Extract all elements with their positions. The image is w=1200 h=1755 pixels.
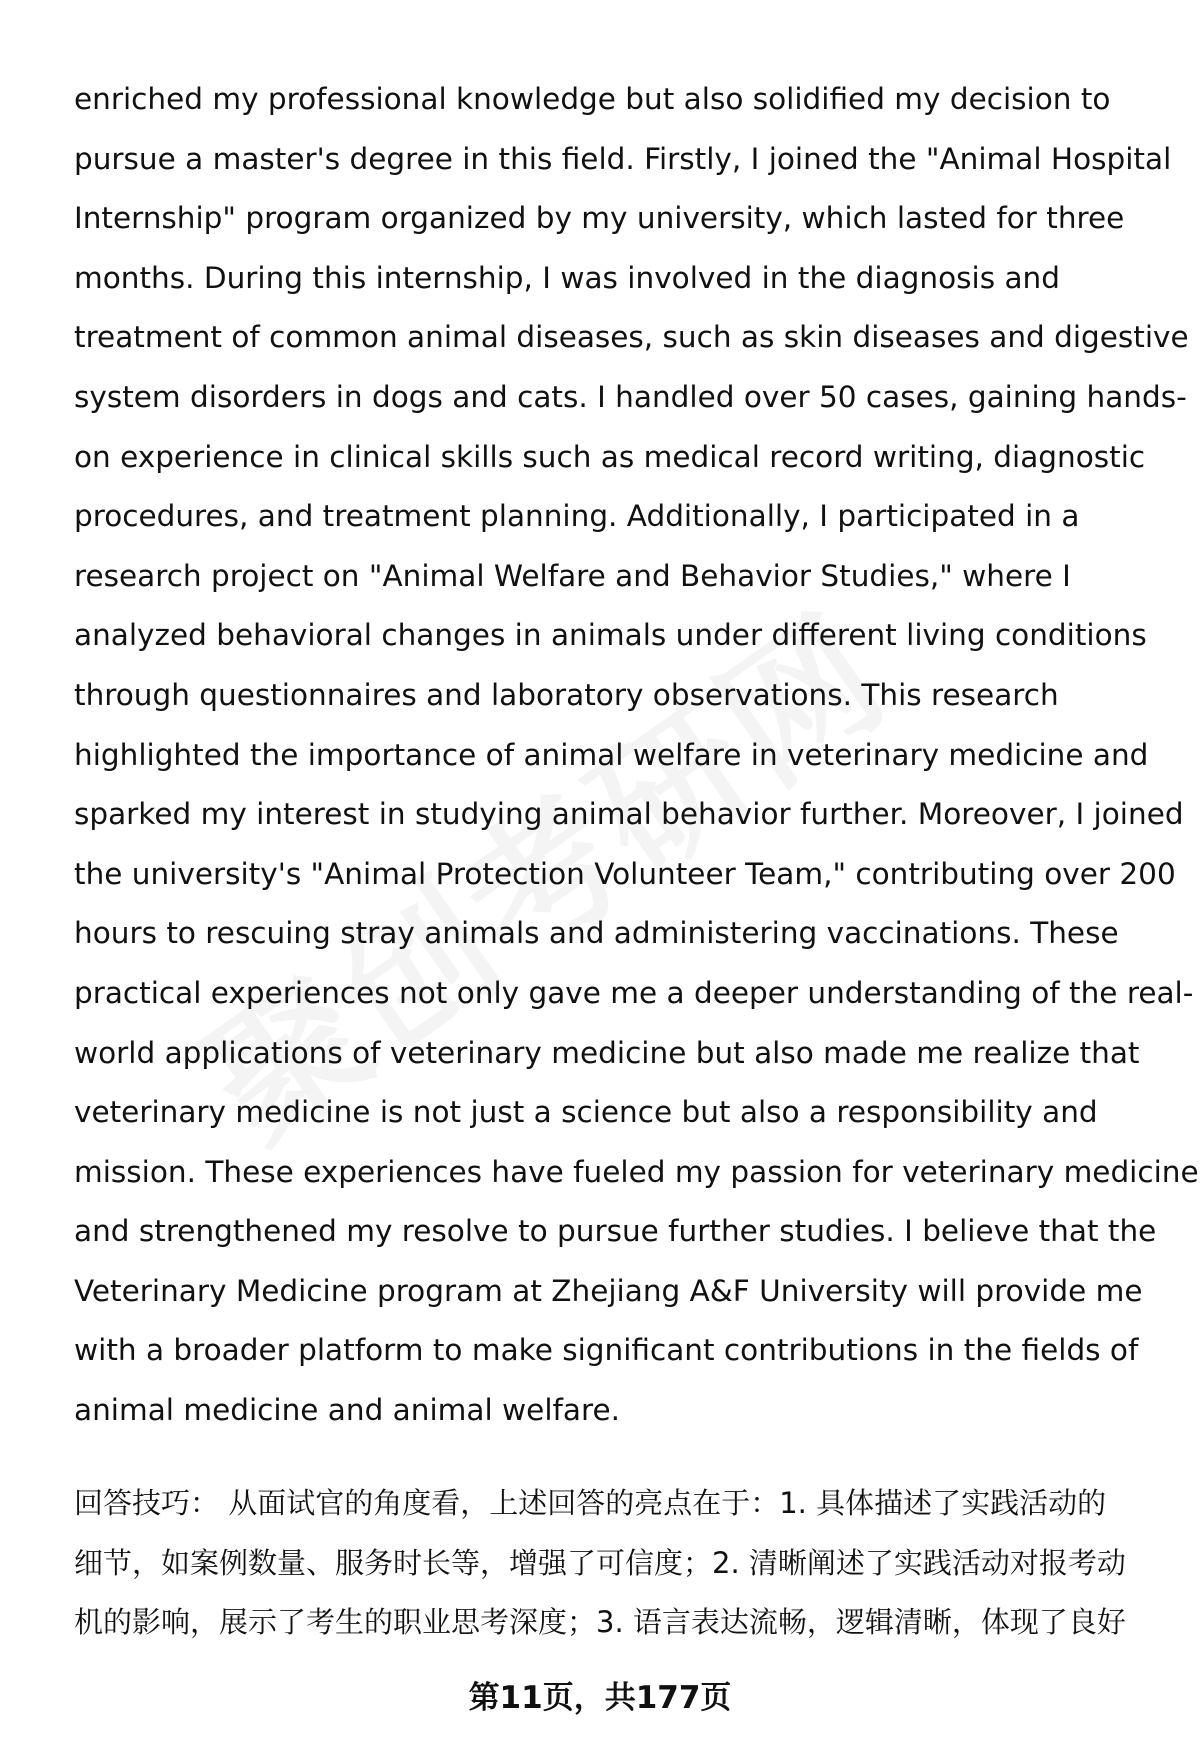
answer-tips-line: 回答技巧： 从面试官的角度看，上述回答的亮点在于：1. 具体描述了实践活动的 — [74, 1486, 1107, 1520]
body-line: animal medicine and animal welfare. — [74, 1393, 620, 1428]
page-content — [74, 70, 1199, 1640]
body-line: and strengthened my resolve to pursue further studies. I believe that the — [74, 1214, 1157, 1249]
body-line: research project on "Animal Welfare and Behavior Studies," where I — [74, 558, 1071, 593]
body-line: enriched my professional knowledge but also solidified my decision to — [74, 82, 1111, 116]
body-line: the university's "Animal Protection Volunteer Team," contributing over 200 — [74, 856, 1176, 891]
body-line: procedures, and treatment planning. Additionally, I participated in a — [74, 499, 1080, 534]
body-line: with a broader platform to make significant contributions in the fields of — [74, 1333, 1139, 1368]
body-line: Veterinary Medicine program at Zhejiang A&F University will provide me — [74, 1273, 1143, 1308]
page-number: 第11页，共177页 — [468, 1680, 732, 1716]
body-line: veterinary medicine is not just a science but also a responsibility and — [74, 1095, 1098, 1130]
body-line: Internship" program organized by my university, which lasted for three — [74, 201, 1125, 236]
body-line: world applications of veterinary medicine but also made me realize that — [74, 1035, 1140, 1070]
body-line: treatment of common animal diseases, such as skin diseases and digestive — [74, 320, 1189, 355]
body-line: pursue a master's degree in this field. Firstly, I joined the "Animal Hospital — [74, 141, 1172, 176]
body-paragraph — [74, 70, 1199, 1441]
body-line: practical experiences not only gave me a deeper understanding of the real- — [74, 975, 1194, 1010]
body-line: on experience in clinical skills such as medical record writing, diagnostic — [74, 439, 1146, 474]
answer-tips — [74, 1474, 1126, 1653]
body-line: sparked my interest in studying animal behavior further. Moreover, I joined — [74, 797, 1184, 832]
body-line: highlighted the importance of animal welfare in veterinary medicine and — [74, 737, 1149, 772]
answer-tips-line: 机的影响，展示了考生的职业思考深度；3. 语言表达流畅，逻辑清晰，体现了良好 — [74, 1605, 1126, 1640]
body-line: analyzed behavioral changes in animals under different living conditions — [74, 618, 1147, 653]
body-line: months. During this internship, I was involved in the diagnosis and — [74, 260, 1060, 295]
answer-tips-line: 细节，如案例数量、服务时长等，增强了可信度；2. 清晰阐述了实践活动对报考动 — [74, 1545, 1126, 1580]
body-line: mission. These experiences have fueled my passion for veterinary medicine — [74, 1154, 1199, 1189]
body-line: system disorders in dogs and cats. I handled over 50 cases, gaining hands- — [74, 379, 1187, 414]
body-line: hours to rescuing stray animals and administering vaccinations. These — [74, 916, 1119, 951]
body-line: through questionnaires and laboratory observations. This research — [74, 677, 1059, 712]
